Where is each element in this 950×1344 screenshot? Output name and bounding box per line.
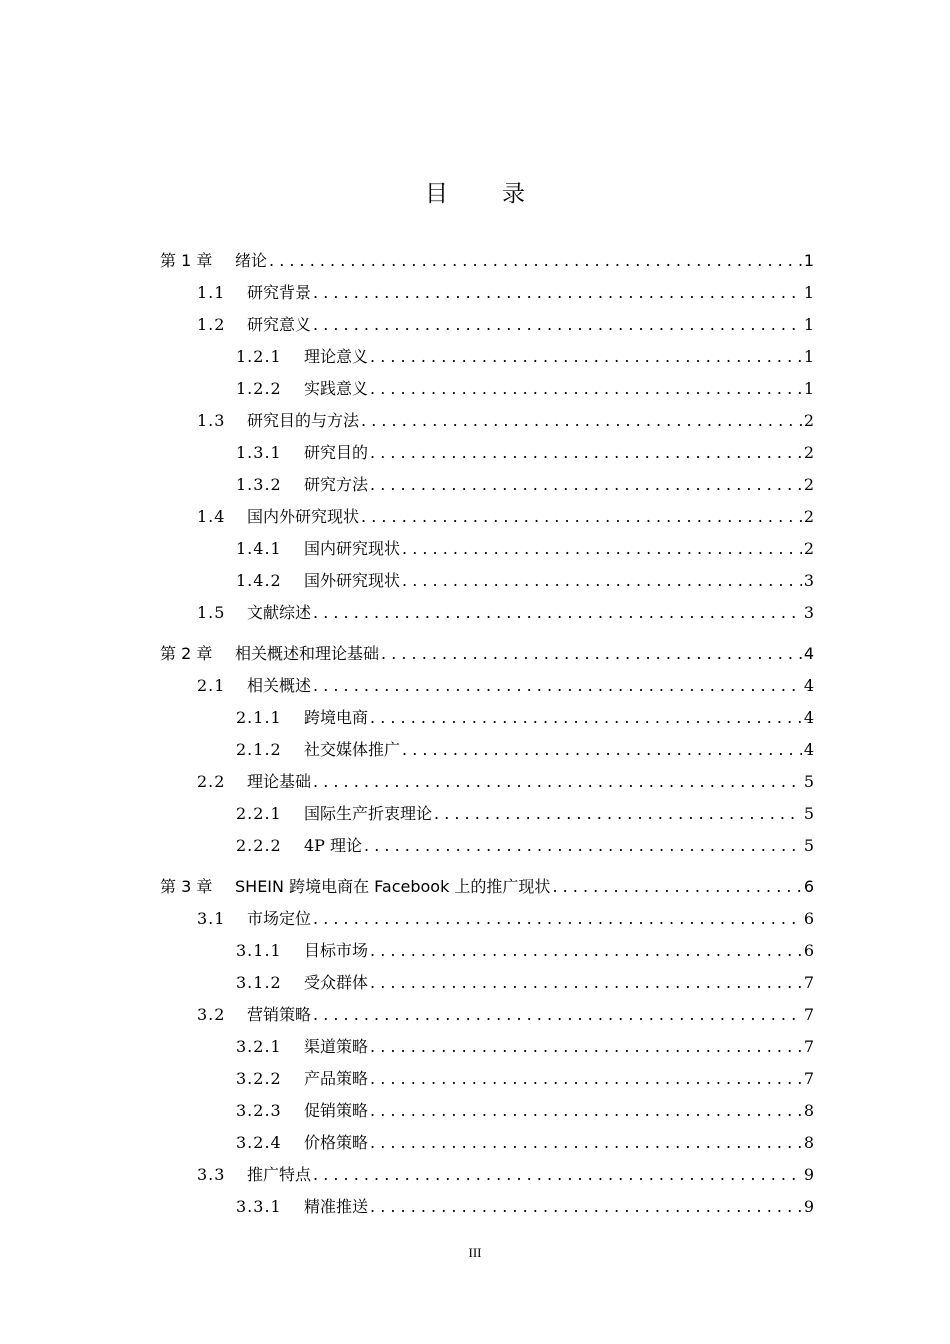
toc-dot-leader [313,282,802,304]
toc-entry-number: 1.2.2 [236,379,282,398]
toc-entry-title: 社交媒体推广 [304,740,401,759]
toc-entry-number: 2.1.2 [236,740,282,759]
toc-section-entry [236,705,814,729]
toc-dot-leader [313,771,802,793]
toc-entry-number: 1.3.1 [236,443,282,462]
toc-dot-leader [361,506,802,528]
toc-entry-page: 6 [803,941,814,960]
toc-dot-leader [381,643,802,665]
toc-entry-page: 4 [803,708,814,727]
toc-entry-page: 5 [803,804,814,823]
toc-dot-leader [370,1100,802,1122]
toc-entry-page: 4 [803,740,814,759]
toc-entry-title: 促销策略 [304,1101,369,1120]
toc-entry-page: 3 [803,603,814,622]
toc-entry-page: 2 [803,443,814,462]
toc-entry-title: 市场定位 [247,909,312,928]
toc-entry-number: 1.4 [197,507,226,526]
toc-entry-number: 3.2.4 [236,1133,282,1152]
toc-dot-leader [434,803,802,825]
toc-entry-number: 1.4.1 [236,539,282,558]
toc-entry-number: 第 3 章 [160,877,213,896]
toc-entry-title: 相关概述和理论基础 [235,644,380,663]
toc-dot-leader [361,410,802,432]
toc-dot-leader [370,474,802,496]
toc-entry-number: 2.2.2 [236,836,282,855]
toc-entry-title: 理论意义 [304,347,369,366]
toc-entry-title: 研究目的与方法 [247,411,360,430]
toc-entry-title: 国内外研究现状 [247,507,360,526]
toc-entry-page: 1 [803,315,814,334]
toc-entry-title: 推广特点 [247,1165,312,1184]
toc-dot-leader [402,570,802,592]
toc-dot-leader [370,1036,802,1058]
toc-entry-page: 4 [803,676,814,695]
toc-entry-page: 9 [803,1197,814,1216]
toc-entry-number: 3.2.2 [236,1069,282,1088]
toc-entry-number: 3.1.1 [236,941,282,960]
toc-entry-title: 研究意义 [247,315,312,334]
toc-section-entry [197,408,814,432]
toc-entry-title: 文献综述 [247,603,312,622]
toc-entry-title: 精准推送 [304,1197,369,1216]
toc-section-entry [197,280,814,304]
toc-entry-title: 价格策略 [304,1133,369,1152]
toc-entry-page: 8 [803,1101,814,1120]
toc-section-entry [236,536,814,560]
toc-section-entry [236,568,814,592]
toc-entry-number: 第 2 章 [160,644,213,663]
toc-entry-number: 2.2 [197,772,226,791]
toc-dot-leader [402,538,802,560]
toc-entry-page: 3 [803,571,814,590]
toc-section-entry [197,769,814,793]
toc-entry-number: 3.3 [197,1165,226,1184]
toc-entry-title: 国外研究现状 [304,571,401,590]
toc-entry-title: 研究背景 [247,283,312,302]
toc-entry-title: 产品策略 [304,1069,369,1088]
toc-entry-page: 9 [803,1165,814,1184]
toc-entry-title: 相关概述 [247,676,312,695]
toc-section-entry [236,938,814,962]
toc-chapter-entry [160,641,814,665]
toc-dot-leader [370,442,802,464]
toc-dot-leader [364,835,802,857]
toc-entry-number: 1.3.2 [236,475,282,494]
toc-section-entry [236,833,814,857]
toc-entry-page: 2 [803,411,814,430]
toc-entry-title: 研究方法 [304,475,369,494]
toc-entry-number: 3.1 [197,909,226,928]
toc-entry-page: 1 [803,347,814,366]
toc-section-entry [236,801,814,825]
toc-entry-page: 1 [803,379,814,398]
toc-dot-leader [370,1196,802,1218]
title-char-1: 目 [425,181,448,207]
toc-entry-page: 1 [803,283,814,302]
toc-dot-leader [370,378,802,400]
toc-dot-leader [313,602,802,624]
toc-entry-number: 2.1 [197,676,226,695]
toc-entry-number: 1.3 [197,411,226,430]
toc-entry-number: 1.2 [197,315,226,334]
toc-section-entry [236,472,814,496]
toc-entry-page: 6 [803,877,814,896]
toc-section-entry [197,600,814,624]
toc-entry-number: 第 1 章 [160,251,213,270]
toc-chapter-entry [160,874,814,898]
toc-section-entry [197,1162,814,1186]
toc-chapter-entry [160,248,814,272]
toc-entry-number: 1.1 [197,283,226,302]
toc-section-entry [236,344,814,368]
toc-entry-title: 实践意义 [304,379,369,398]
toc-entry-page: 1 [803,251,814,270]
toc-section-entry [197,906,814,930]
toc-entry-page: 5 [803,772,814,791]
toc-entry-page: 7 [803,1037,814,1056]
toc-section-entry [197,673,814,697]
toc-entry-page: 2 [803,475,814,494]
toc-entry-page: 8 [803,1133,814,1152]
toc-entry-page: 7 [803,973,814,992]
toc-section-entry [197,504,814,528]
toc-entry-page: 4 [803,644,814,663]
toc-dot-leader [313,314,802,336]
toc-section-entry [236,1130,814,1154]
toc-dot-leader [370,1068,802,1090]
toc-entry-title: 国内研究现状 [304,539,401,558]
toc-dot-leader [313,908,802,930]
toc-dot-leader [370,972,802,994]
toc-dot-leader [370,940,802,962]
toc-dot-leader [370,1132,802,1154]
toc-dot-leader [313,1164,802,1186]
toc-section-entry [236,440,814,464]
toc-entry-title: 国际生产折衷理论 [304,804,433,823]
toc-entry-title: 理论基础 [247,772,312,791]
toc-dot-leader [402,739,802,761]
toc-section-entry [236,737,814,761]
toc-entry-number: 1.5 [197,603,226,622]
toc-entry-title: 目标市场 [304,941,369,960]
toc-section-entry [236,1066,814,1090]
toc-dot-leader [552,876,801,898]
toc-entry-title: 渠道策略 [304,1037,369,1056]
toc-section-entry [236,1194,814,1218]
toc-section-entry [197,312,814,336]
toc-entry-title: SHEIN 跨境电商在 Facebook 上的推广现状 [235,877,551,896]
toc-entry-number: 3.2 [197,1005,226,1024]
page-number-footer: III [468,1245,482,1260]
toc-entry-number: 3.1.2 [236,973,282,992]
toc-entry-title: 受众群体 [304,973,369,992]
toc-section-entry [236,970,814,994]
toc-entry-number: 2.1.1 [236,708,282,727]
toc-entry-page: 2 [803,539,814,558]
toc-entry-page: 5 [803,836,814,855]
toc-entry-number: 2.2.1 [236,804,282,823]
toc-entry-number: 3.3.1 [236,1197,282,1216]
toc-section-entry [236,376,814,400]
toc-entry-page: 7 [803,1005,814,1024]
toc-section-entry [236,1034,814,1058]
toc-entry-page: 7 [803,1069,814,1088]
toc-entry-number: 3.2.3 [236,1101,282,1120]
toc-entry-title: 4P 理论 [304,836,363,855]
toc-entry-title: 绪论 [235,251,268,270]
toc-dot-leader [370,707,802,729]
toc-dot-leader [313,675,802,697]
toc-entry-number: 1.4.2 [236,571,282,590]
toc-section-entry [197,1002,814,1026]
toc-dot-leader [370,346,802,368]
toc-entry-title: 研究目的 [304,443,369,462]
title-char-2: 录 [502,181,525,207]
toc-entry-title: 营销策略 [247,1005,312,1024]
toc-entry-number: 1.2.1 [236,347,282,366]
toc-entry-page: 2 [803,507,814,526]
toc-entry-title: 跨境电商 [304,708,369,727]
toc-dot-leader [313,1004,802,1026]
toc-dot-leader [269,250,802,272]
toc-section-entry [236,1098,814,1122]
toc-entry-page: 6 [803,909,814,928]
toc-entry-number: 3.2.1 [236,1037,282,1056]
